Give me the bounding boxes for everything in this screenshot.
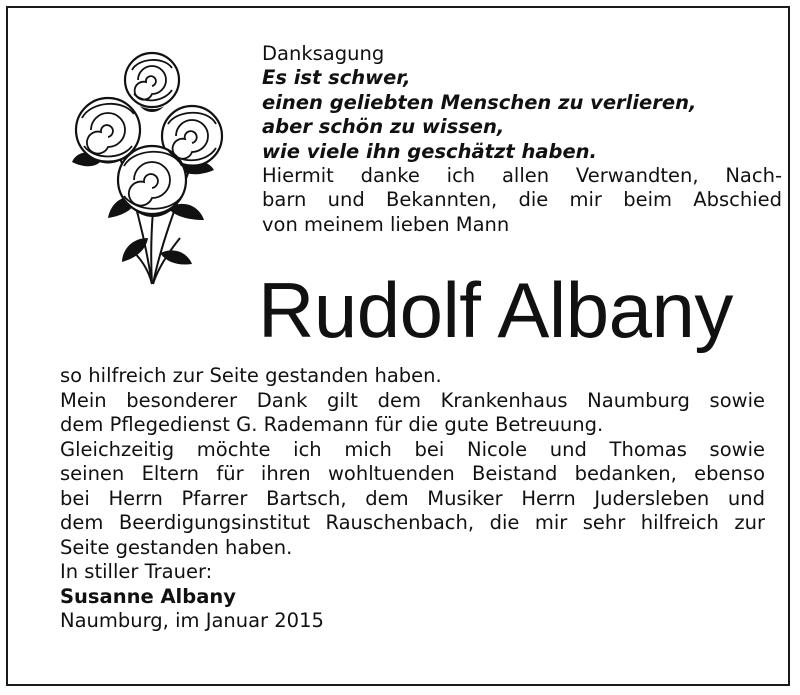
body-line: seinen Eltern für ihren wohltuenden Beistand bedanken, ebenso — [60, 462, 765, 485]
place-date: Naumburg, im Januar 2015 — [60, 609, 324, 632]
intro-line: barn und Bekannten, die mir beim Abschied — [262, 188, 782, 212]
body-line: dem Pflegedienst G. Rademann für die gute Betreuung. — [60, 413, 604, 436]
intro-line: Hiermit danke ich allen Verwandten, Nach- — [262, 164, 782, 188]
quote-line: aber schön zu wissen, — [262, 115, 505, 139]
deceased-name: Rudolf Albany — [258, 266, 733, 354]
roses-bouquet-icon — [60, 48, 230, 288]
quote-line: einen geliebten Menschen zu verlieren, — [262, 90, 697, 114]
signer-name: Susanne Albany — [60, 584, 236, 608]
thanks-body-block — [60, 364, 765, 634]
body-line: Mein besonderer Dank gilt dem Krankenhaus Naumburg sowie — [60, 388, 765, 412]
body-line: so hilfreich zur Seite gestanden haben. — [60, 364, 442, 387]
notice-heading: Danksagung — [262, 42, 385, 65]
intro-line: von meinem lieben Mann — [262, 212, 510, 236]
body-line: dem Beerdigungsinstitut Rauschenbach, die mir sehr hilfreich zur — [60, 511, 765, 534]
mourning-label: In stiller Trauer: — [60, 560, 213, 583]
body-line: bei Herrn Pfarrer Bartsch, dem Musiker Herrn Judersleben und — [60, 486, 765, 510]
obituary-notice — [6, 6, 790, 686]
quote-line: wie viele ihn geschätzt haben. — [262, 139, 597, 163]
body-line: Seite gestanden haben. — [60, 535, 293, 559]
body-line: Gleichzeitig möchte ich mich bei Nicole und Thomas sowie — [60, 437, 765, 461]
thanks-header-block — [262, 42, 782, 237]
quote-line: Es ist schwer, — [262, 66, 411, 90]
